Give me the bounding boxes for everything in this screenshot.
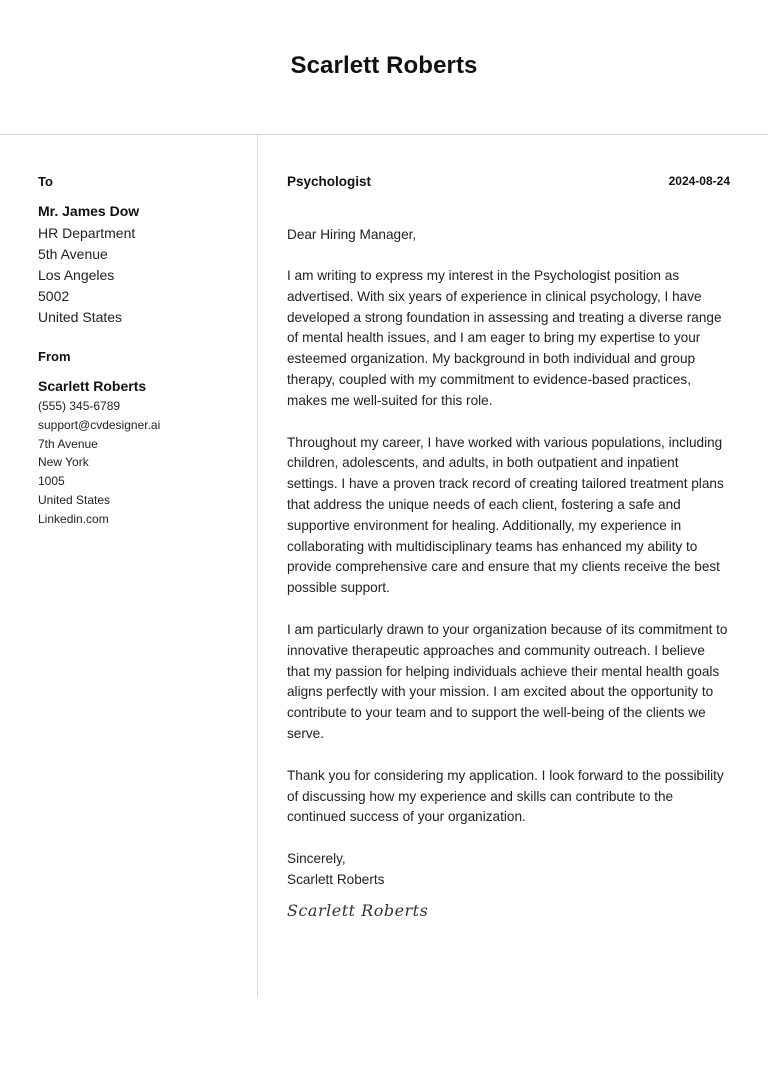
sender-name: Scarlett Roberts (38, 378, 147, 394)
paragraph: I am writing to express my interest in the Psychologist position as advertised. With six years of experience in clinical psychology, I have developed a strong foundation in assessing and treating a diverse range of mental health issues, and I am eager to bring my expertise to your esteemed organization. My background in both individual and group therapy, coupled with my commitment to evidence-based practices, makes me well-suited for this role. (287, 268, 722, 408)
recipient-label: To (38, 174, 53, 189)
header (0, 0, 768, 135)
job-title: Psychologist (287, 174, 372, 189)
sender-linkedin: Linkedin.com (38, 511, 109, 526)
recipient-line: HR Department (38, 225, 136, 241)
sender-email: support@cvdesigner.ai (38, 417, 161, 432)
closing (287, 849, 730, 891)
sender-line: United States (38, 492, 111, 507)
closing-phrase: Sincerely, (287, 851, 346, 867)
letter-body (287, 174, 730, 920)
recipient-line: Los Angeles (38, 267, 115, 283)
recipient-line: 5002 (38, 288, 70, 304)
signature: Scarlett Roberts (287, 900, 429, 920)
sender-line: 1005 (38, 474, 65, 489)
paragraph: Throughout my career, I have worked with various populations, including children, adolescents, and adults, in both outpatient and inpatient settings. I have a proven track record of creating tailored treatment plans that address the unique needs of each client, fostering a safe and supportive environment for healing. Additionally, my experience in collaborating with multidisciplinary teams has enhanced my ability to provide comprehensive care and ensure that my clients receive the best possible support. (287, 434, 724, 596)
paragraph: I am particularly drawn to your organization because of its commitment to innovative therapeutic approaches and community outreach. I believe that my passion for helping individuals achieve their mental health goals aligns perfectly with your mission. I am excited about the opportunity to contribute to your team and to support the well-being of the clients we serve. (287, 621, 728, 741)
sender-contact (38, 397, 243, 529)
column-divider (257, 134, 258, 997)
letter-date: 2024-08-24 (668, 174, 730, 188)
sidebar (38, 174, 243, 529)
recipient-line: United States (38, 309, 123, 325)
sender-label: From (38, 349, 71, 364)
sender-line: 7th Avenue (38, 436, 98, 451)
recipient-name: Mr. James Dow (38, 203, 140, 219)
page-title: Scarlett Roberts (290, 52, 478, 79)
sender-line: New York (38, 455, 89, 470)
letter-heading (287, 174, 730, 192)
paragraph: Thank you for considering my application. I look forward to the possibility of discussing how my experience and skills can contribute to the continued success of your organization. (287, 767, 724, 825)
salutation: Dear Hiring Manager, (287, 227, 417, 242)
sender-phone: (555) 345-6789 (38, 399, 121, 413)
recipient-line: 5th Avenue (38, 246, 108, 262)
closing-name: Scarlett Roberts (287, 871, 385, 887)
recipient-address (38, 223, 243, 328)
